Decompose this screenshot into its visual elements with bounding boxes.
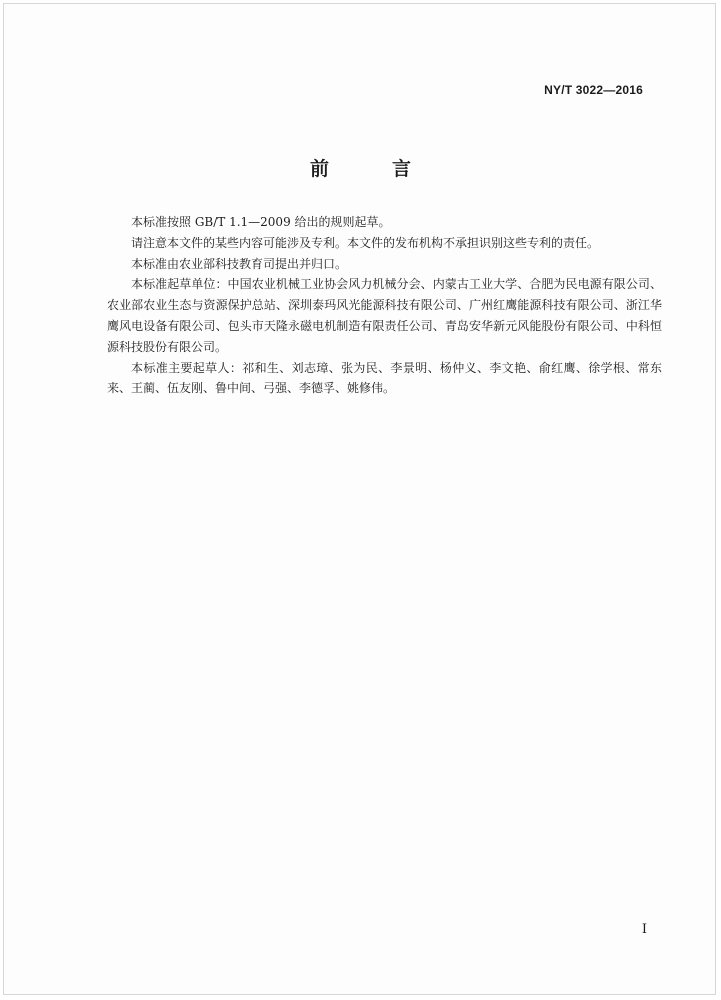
page-number: I [641, 922, 647, 937]
document-body [107, 212, 662, 399]
paragraph-patent-notice: 请注意本文件的某些内容可能涉及专利。本文件的发布机构不承担识别这些专利的责任。 [131, 235, 600, 250]
standard-code: NY/T 3022—2016 [544, 83, 643, 97]
page-title: 前 言 [309, 158, 433, 180]
document-page [3, 3, 716, 995]
paragraph-proposer: 本标准由农业部科技教育司提出并归口。 [131, 256, 348, 271]
paragraph-drafting-organizations: 本标准起草单位：中国农业机械工业协会风力机械分会、内蒙古工业大学、合肥为民电源有限公司、农业部农业生态与资源保护总站、深圳泰玛风光能源科技有限公司、广州红鹰能源科技有限公司、浙江华鹰风电设备有限公司、包头市天隆永磁电机制造有限责任公司、青岛安华新元风能股份有限公司、中科恒源科技股份有限公司。 [107, 277, 662, 354]
paragraph-drafting-rules: 本标准按照 GB/T 1.1—2009 给出的规则起草。 [131, 215, 391, 229]
paragraph-main-drafters: 本标准主要起草人：祁和生、刘志璋、张为民、李景明、杨仲义、李文艳、俞红鹰、徐学根、常东来、王蔺、伍友刚、鲁中间、弓强、李德孚、姚修伟。 [107, 360, 662, 396]
